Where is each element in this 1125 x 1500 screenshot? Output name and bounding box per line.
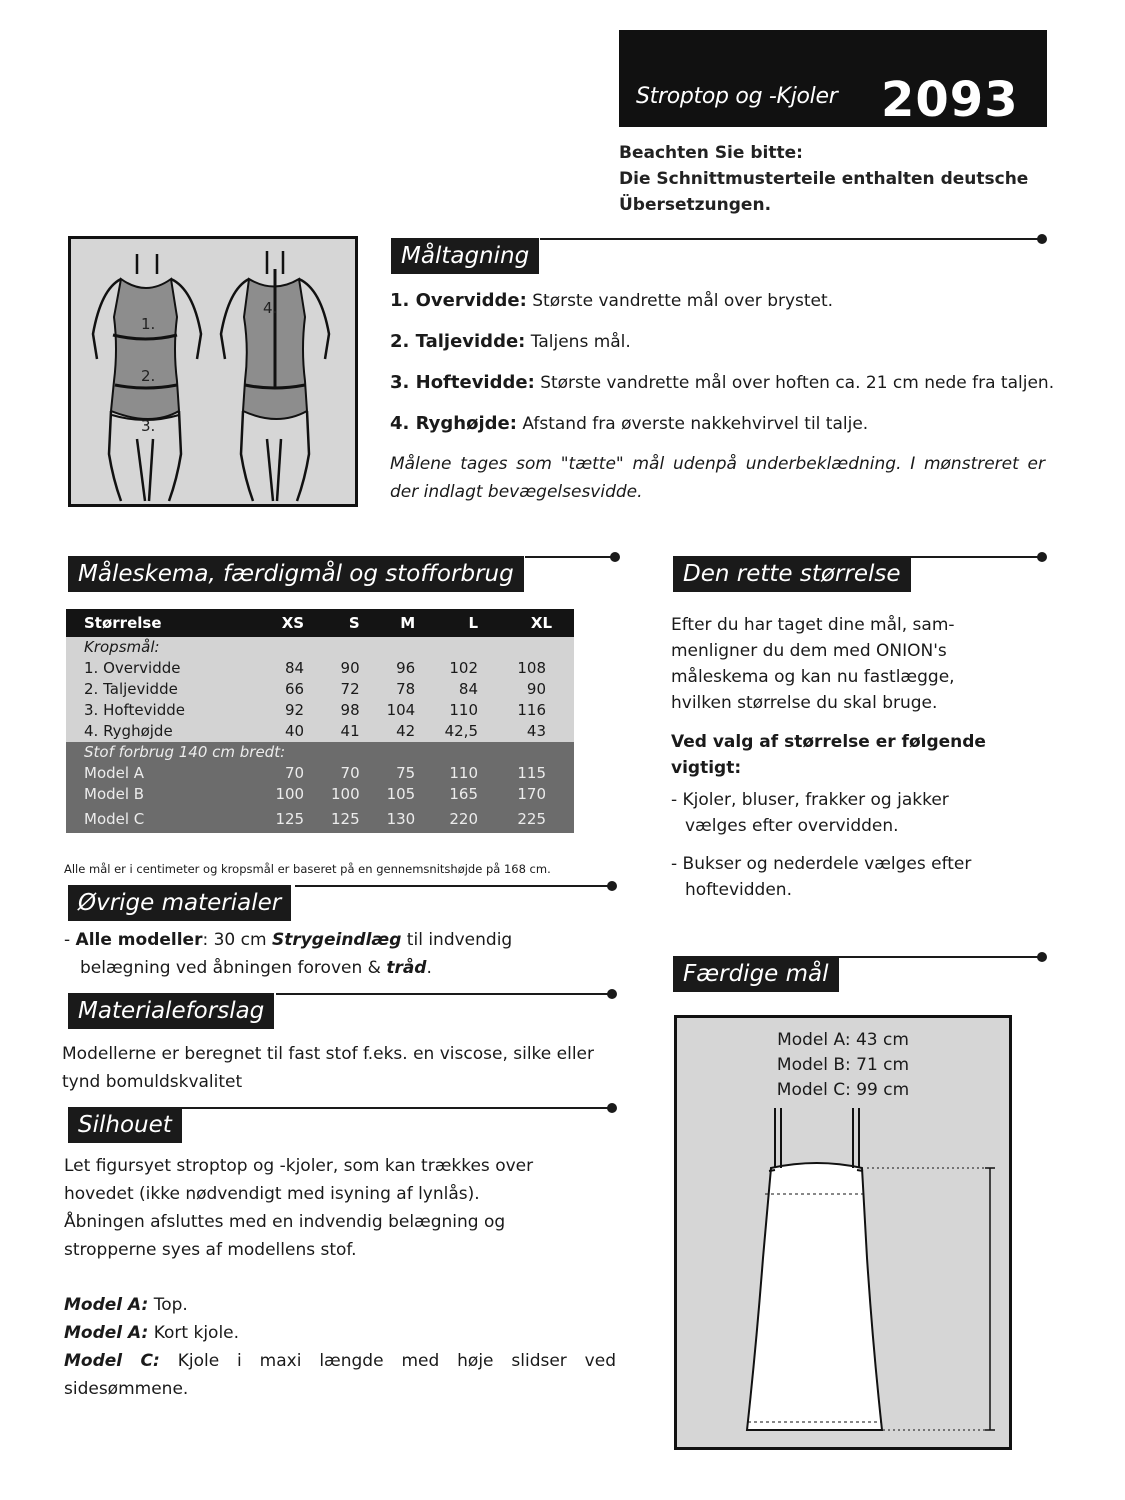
german-note <box>619 140 1039 218</box>
column-header: M <box>364 609 420 637</box>
finished-measure-line: Model A: 43 cm <box>777 1030 909 1050</box>
model-label: Model A: <box>64 1323 149 1343</box>
materials-bold: Alle modeller <box>75 930 203 950</box>
finished-measure-line: Model C: 99 cm <box>776 1080 910 1100</box>
column-header: Størrelse <box>66 609 253 637</box>
model-label: Model A: <box>64 1295 149 1315</box>
note-line: Übersetzungen. <box>619 195 772 215</box>
materials-italic: Strygeindlæg <box>271 930 402 950</box>
finished-measure-line: Model B: 71 cm <box>776 1055 910 1075</box>
note-line: Die Schnittmusterteile enthalten deutsche <box>619 169 1029 189</box>
table-cell: 110 <box>419 700 482 721</box>
table-cell: 104 <box>364 700 420 721</box>
advice-bullet: - Kjoler, bluser, frakker og jakker <box>671 790 949 810</box>
advice-bullet: - Bukser og nederdele vælges efter <box>671 854 972 874</box>
section-heading-materialeforslag: Materialeforslag <box>68 993 274 1029</box>
materials-text <box>64 926 624 982</box>
table-cell: 225 <box>482 805 574 833</box>
table-cell: 116 <box>482 700 574 721</box>
table-cell: 75 <box>364 763 420 784</box>
materials-part: belægning ved åbningen foroven & <box>80 958 387 978</box>
silhouette-line: hovedet (ikke nødvendigt med isyning af lynlås). <box>64 1184 480 1204</box>
table-row <box>66 700 574 721</box>
material-suggestion-text: Modellerne er beregnet til fast stof f.eks. en viscose, silke eller tynd bomuldskvalitet <box>62 1044 595 1092</box>
table-cell: 72 <box>308 679 364 700</box>
measurement-term: 2. Taljevidde: <box>390 331 526 352</box>
size-table <box>66 609 574 833</box>
table-cell: 220 <box>419 805 482 833</box>
silhouette-line: Let figursyet stroptop og -kjoler, som kan trækkes over <box>64 1156 534 1176</box>
table-cell: 84 <box>253 658 309 679</box>
column-header: XL <box>482 609 574 637</box>
column-header: XS <box>253 609 309 637</box>
table-subheading-row <box>66 742 574 763</box>
table-cell: 110 <box>419 763 482 784</box>
row-label: 4. Ryghøjde <box>66 721 253 742</box>
section-heading-maaltagning: Måltagning <box>391 238 539 274</box>
advice-bold-line: Ved valg af størrelse er følgende <box>671 732 986 752</box>
table-cell: 125 <box>308 805 364 833</box>
table-row <box>66 679 574 700</box>
materials-part: . <box>426 958 432 978</box>
divider-line <box>276 993 610 995</box>
pattern-number: 2093 <box>881 72 1019 128</box>
dress-illustration <box>677 1018 1009 1447</box>
section-heading-rette-stoerrelse: Den rette størrelse <box>673 556 911 592</box>
measurement-desc: Afstand fra øverste nakkehvirvel til talje. <box>516 414 869 434</box>
measurement-item <box>390 331 1070 352</box>
table-row <box>66 805 574 833</box>
table-cell: 100 <box>308 784 364 805</box>
table-cell: 92 <box>253 700 309 721</box>
measurement-term: 1. Overvidde: <box>390 290 527 311</box>
section-heading-faerdige-maal: Færdige mål <box>673 956 839 992</box>
model-item <box>64 1347 616 1403</box>
table-cell: 105 <box>364 784 420 805</box>
figure-label-2: 2. <box>141 367 156 385</box>
advice-line: Efter du har taget dine mål, sam- <box>671 615 955 635</box>
model-desc: Kjole i maxi længde med høje slidser ved sidesømmene. <box>64 1351 616 1399</box>
measurement-item <box>390 413 1070 434</box>
divider-line <box>903 556 1040 558</box>
row-label: 3. Hoftevidde <box>66 700 253 721</box>
row-label: Model A <box>66 763 253 784</box>
column-header: S <box>308 609 364 637</box>
body-measurement-figure <box>68 236 358 507</box>
figure-label-4: 4. <box>263 299 278 317</box>
table-cell: 84 <box>419 679 482 700</box>
advice-bullet-cont: hoftevidden. <box>685 880 792 900</box>
table-row <box>66 658 574 679</box>
divider-dot <box>1037 952 1047 962</box>
advice-bold-line: vigtigt: <box>671 758 742 778</box>
table-cell: 98 <box>308 700 364 721</box>
section-heading-ovrige: Øvrige materialer <box>68 885 291 921</box>
measurement-item <box>390 290 1070 311</box>
table-cell: 66 <box>253 679 309 700</box>
table-cell: 90 <box>308 658 364 679</box>
note-line: Beachten Sie bitte: <box>619 143 803 163</box>
silhouette-line: stropperne syes af modellens stof. <box>64 1240 357 1260</box>
materials-italic: tråd <box>386 958 427 978</box>
table-cell: 115 <box>482 763 574 784</box>
pattern-title: Stroptop og -Kjoler <box>636 84 838 109</box>
figure-label-1: 1. <box>141 315 156 333</box>
table-cell: 78 <box>364 679 420 700</box>
silhouette-line: Åbningen afsluttes med en indvendig belægning og <box>64 1212 506 1232</box>
row-label: Model C <box>66 805 253 833</box>
model-list <box>64 1291 616 1403</box>
model-desc: Top. <box>148 1295 188 1315</box>
model-item <box>64 1291 616 1319</box>
finished-measurements-box <box>674 1015 1012 1450</box>
table-cell: 170 <box>482 784 574 805</box>
measurement-term: 3. Hoftevidde: <box>390 372 535 393</box>
row-label: 1. Overvidde <box>66 658 253 679</box>
table-subheading-row <box>66 637 574 658</box>
table-cell: 108 <box>482 658 574 679</box>
materials-part: : 30 cm <box>202 930 272 950</box>
table-cell: 43 <box>482 721 574 742</box>
table-cell: 42,5 <box>419 721 482 742</box>
measurement-desc: Taljens mål. <box>525 332 631 352</box>
table-cell: 70 <box>308 763 364 784</box>
advice-bullet-cont: vælges efter overvidden. <box>685 816 899 836</box>
table-cell: 125 <box>253 805 309 833</box>
table-cell: 130 <box>364 805 420 833</box>
table-cell: 102 <box>419 658 482 679</box>
materials-part: til indvendig <box>401 930 513 950</box>
divider-line <box>540 238 1040 240</box>
body-outline-illustration <box>71 239 355 504</box>
advice-line: måleskema og kan nu fastlægge, <box>671 667 955 687</box>
divider-dot <box>607 1103 617 1113</box>
measurement-note: Målene tages som "tætte" mål udenpå underbeklædning. I mønstreret er der indlagt bevægelsesvidde. <box>390 454 1045 502</box>
row-label: 2. Taljevidde <box>66 679 253 700</box>
advice-line: hvilken størrelse du skal bruge. <box>671 693 938 713</box>
model-label: Model C: <box>64 1351 160 1371</box>
divider-line <box>838 956 1040 958</box>
section-heading-silhouet: Silhouet <box>68 1107 182 1143</box>
divider-line <box>295 885 610 887</box>
figure-label-3: 3. <box>141 417 156 435</box>
silhouette-text <box>64 1152 624 1264</box>
table-cell: 90 <box>482 679 574 700</box>
table-row <box>66 721 574 742</box>
measurement-desc: Største vandrette mål over hoften ca. 21 cm nede fra taljen. <box>534 373 1055 393</box>
column-header: L <box>419 609 482 637</box>
divider-line <box>525 556 613 558</box>
table-cell: 41 <box>308 721 364 742</box>
fabric-label: Stof forbrug 140 cm bredt: <box>66 742 574 763</box>
divider-dot <box>1037 552 1047 562</box>
row-label: Model B <box>66 784 253 805</box>
model-desc: Kort kjole. <box>148 1323 240 1343</box>
divider-dot <box>607 881 617 891</box>
model-item <box>64 1319 616 1347</box>
table-row <box>66 763 574 784</box>
table-header-row <box>66 609 574 637</box>
divider-dot <box>607 989 617 999</box>
table-cell: 96 <box>364 658 420 679</box>
measurement-term: 4. Ryghøjde: <box>390 413 517 434</box>
table-cell: 100 <box>253 784 309 805</box>
measurement-desc: Største vandrette mål over brystet. <box>526 291 834 311</box>
divider-dot <box>1037 234 1047 244</box>
table-cell: 42 <box>364 721 420 742</box>
body-measure-label: Kropsmål: <box>66 637 574 658</box>
table-cell: 40 <box>253 721 309 742</box>
title-bar <box>619 30 1047 127</box>
size-advice-text <box>671 612 1021 903</box>
divider-dot <box>610 552 620 562</box>
bullet-dash: - <box>64 930 76 950</box>
section-heading-maaleskema: Måleskema, færdigmål og stofforbrug <box>68 556 524 592</box>
measurement-item <box>390 372 1070 393</box>
divider-line <box>180 1107 610 1109</box>
table-cell: 165 <box>419 784 482 805</box>
table-cell: 70 <box>253 763 309 784</box>
advice-line: menligner du dem med ONION's <box>671 641 947 661</box>
table-footnote: Alle mål er i centimeter og kropsmål er baseret på en gennemsnitshøjde på 168 cm. <box>64 862 551 876</box>
table-row <box>66 784 574 805</box>
